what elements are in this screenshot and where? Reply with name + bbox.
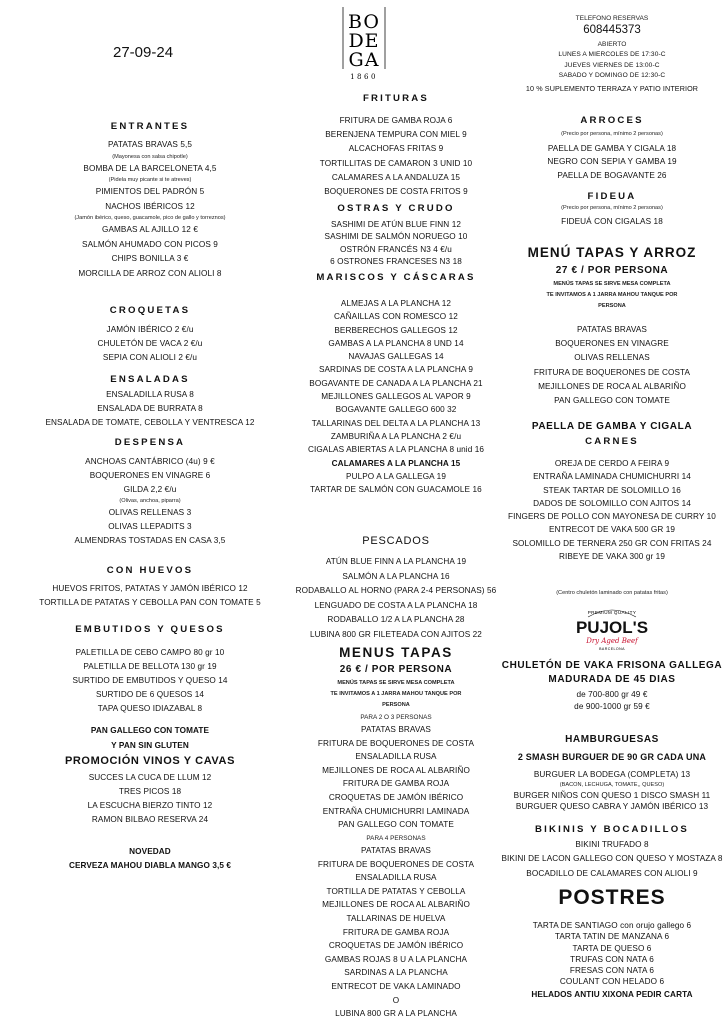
menu-item-note: (Mayonesa con salsa chipotle) — [112, 153, 188, 160]
promocion-list — [0, 771, 300, 827]
menu-item-note: (BACON, LECHUGA, TOMATE,, QUESO) — [559, 781, 665, 788]
menu-arroz-paella: PAELLA DE GAMBA Y CIGALA — [531, 421, 693, 432]
croquetas-list — [0, 323, 300, 365]
pujols-top-text: PREMIUM QUALITY — [587, 610, 637, 615]
menu-item: SUCCES LA CUCA DE LLUM 12 — [88, 773, 212, 782]
menu-item: ZAMBURIÑA A LA PLANCHA 2 €/u — [330, 431, 462, 441]
menu-item: STEAK TARTAR DE SOLOMILLO 16 — [543, 485, 681, 495]
menus-tapas-list-2-3 — [266, 723, 526, 832]
bikinis-list — [500, 838, 724, 881]
menu-item: FRITURA DE BOQUERONES DE COSTA — [533, 367, 691, 377]
menu-item: RODABALLO AL HORNO (PARA 2-4 PERSONAS) 56 — [295, 586, 497, 595]
menu-item: FIDEUÁ CON CIGALAS 18 — [561, 217, 663, 226]
menu-item: FRITURA DE GAMBA ROJA — [342, 927, 450, 937]
menu-item: MEJILLONES DE ROCA AL ALBARIÑO — [538, 381, 686, 391]
menu-item: GAMBAS ROJAS 8 U A LA PLANCHA — [324, 954, 468, 964]
menu-item: OLIVAS LLEPADITS 3 — [108, 522, 192, 531]
section-title-mariscos: MARISCOS Y CÁSCARAS — [316, 272, 476, 283]
section-title-croquetas: CROQUETAS — [109, 305, 191, 316]
fideua-list — [500, 215, 724, 228]
menu-item: TARTA DE SANTIAGO con orujo gallego 6 — [532, 921, 692, 930]
menu-item: FRITURA DE BOQUERONES DE COSTA — [317, 859, 475, 869]
menu-item: SURTIDO DE 6 QUESOS 14 — [95, 690, 205, 699]
menu-item: MEJILLONES DE ROCA AL ALBARIÑO — [322, 900, 470, 910]
logo-text-de: DE — [348, 30, 380, 52]
menu-item: SOLOMILLO DE TERNERA 250 GR CON FRITAS 24 — [512, 538, 712, 548]
menu-item: PAELLA DE BOGAVANTE 26 — [557, 170, 667, 180]
menu-item: NEGRO CON SEPIA Y GAMBA 19 — [547, 157, 677, 167]
opening-hours — [500, 50, 724, 82]
menu-item: ENTRAÑA CHUMICHURRI LAMINADA — [322, 806, 470, 816]
menu-arroz-note2: TE INVITAMOS A 1 JARRA MAHOU TANQUE POR — [546, 292, 678, 298]
menu-item: PATATAS BRAVAS — [361, 846, 431, 855]
menu-item: ENSALADA DE TOMATE, CEBOLLA Y VENTRESCA 12 — [45, 418, 255, 427]
arroces-note: (Precio por persona, mínimo 2 personas) — [561, 131, 663, 137]
chuleton-list — [500, 689, 724, 712]
arroces-list — [500, 142, 724, 182]
menu-item: TORTILLA DE PATATAS Y CEBOLLA PAN CON TOMATE 5 — [39, 598, 261, 607]
menu-item: ENSALADILLA RUSA — [355, 752, 437, 762]
menus-tapas-note2: TE INVITAMOS A 1 JARRA MAHOU TANQUE POR — [330, 691, 462, 697]
postres-helados: HELADOS ANTIU XIXONA PEDIR CARTA — [531, 990, 693, 999]
carnes-list — [500, 457, 724, 563]
logo-year: 1860 — [350, 73, 378, 81]
menu-item: OREJA DE CERDO A FEIRA 9 — [554, 459, 670, 468]
carnes-centro-note: (Centro chuletón laminado con patatas fritas) — [556, 590, 668, 596]
menu-item-note: (Olivas, anchoa, piparra) — [119, 498, 181, 504]
fideua-note: (Precio por persona, mínimo 2 personas) — [561, 205, 663, 211]
menu-item: PATATAS BRAVAS 5,5 — [108, 140, 192, 149]
menu-item: CHULETÓN DE VACA 2 €/u — [97, 339, 203, 348]
menu-item: NAVAJAS GALLEGAS 14 — [348, 352, 444, 362]
menu-item: MEJILLONES GALLEGOS AL VAPOR 9 — [321, 392, 471, 402]
menu-item: LUBINA 800 GR FILETEADA CON AJITOS 22 — [310, 629, 482, 639]
menu-item: TARTA TATIN DE MANZANA 6 — [554, 932, 670, 942]
ostras-list — [266, 219, 526, 269]
menus-tapas-price: 26 € / POR PERSONA — [339, 664, 453, 675]
menu-item: BOQUERONES DE COSTA FRITOS 9 — [324, 187, 468, 197]
menu-item: JUEVES VIERNES DE 13:00-C — [564, 61, 660, 69]
menu-item: SEPIA CON ALIOLI 2 €/u — [102, 353, 198, 362]
menu-item: BOMBA DE LA BARCELONETA 4,5 — [83, 163, 217, 173]
menu-item: FRITURA DE GAMBA ROJA — [342, 779, 450, 789]
pujols-logo — [568, 603, 656, 658]
menu-item: ENSALADILLA RUSA 8 — [106, 390, 194, 399]
menu-item: ENTRECOT DE VAKA 500 GR 19 — [548, 525, 676, 535]
menu-item: JAMÓN IBÉRICO 2 €/u — [106, 325, 194, 334]
menus-tapas-note3: PERSONA — [382, 702, 410, 708]
menus-tapas-sub2: PARA 4 PERSONAS — [366, 835, 426, 842]
menu-item: RODABALLO 1/2 A LA PLANCHA 28 — [327, 615, 465, 624]
menu-item: PATATAS BRAVAS — [577, 325, 647, 334]
menu-item-note: (Jamón ibérico, queso, guacamole, pico de gallo y torreznos) — [74, 215, 226, 221]
menu-item: GAMBAS A LA PLANCHA 8 UND 14 — [328, 338, 464, 348]
menu-item: RIBEYE DE VAKA 300 gr 19 — [558, 552, 665, 562]
section-title-embutidos: EMBUTIDOS Y QUESOS — [75, 624, 225, 635]
menu-item: BURGUER QUESO CABRA Y JAMÓN IBÉRICO 13 — [515, 802, 709, 811]
menu-item: FRITURA DE BOQUERONES DE COSTA — [317, 738, 475, 748]
menu-item: BIKINI TRUFADO 8 — [575, 840, 649, 849]
menu-item: ATÚN BLUE FINN A LA PLANCHA 19 — [325, 557, 467, 566]
menu-item: LUNES A MIERCOLES DE 17:30-C — [558, 51, 666, 58]
menu-item: SALMÓN AHUMADO CON PICOS 9 — [82, 239, 218, 249]
menu-item: SASHIMI DE ATÚN BLUE FINN 12 — [330, 220, 462, 229]
menu-item: SALMÓN A LA PLANCHA 16 — [342, 571, 450, 581]
menus-tapas-note1: MENÚS TAPAS SE SIRVE MESA COMPLETA — [337, 680, 455, 686]
section-title-menu-tapas-arroz: MENÚ TAPAS Y ARROZ — [527, 245, 697, 260]
menu-item: 6 OSTRONES FRANCESES N3 18 — [330, 257, 462, 267]
menu-item: PAN GALLEGO CON TOMATE — [554, 396, 670, 406]
pujols-city: BARCELONA — [599, 647, 625, 651]
section-title-bikinis: BIKINIS Y BOCADILLOS — [535, 824, 689, 835]
menu-item: ENSALADA DE BURRATA 8 — [97, 404, 203, 413]
menu-item: BERBERECHOS GALLEGOS 12 — [334, 325, 458, 335]
menu-date: 27-09-24 — [113, 44, 174, 61]
menu-item: CALAMARES A LA PLANCHA 15 — [331, 458, 461, 468]
section-title-fideua: FIDEUA — [587, 191, 637, 202]
logo-text-ga: GA — [348, 49, 380, 71]
menu-item: PIMIENTOS DEL PADRÓN 5 — [95, 187, 205, 196]
menu-item: FINGERS DE POLLO CON MAYONESA DE CURRY 10 — [508, 512, 716, 522]
menu-item: SASHIMI DE SALMÓN NORUEGO 10 — [324, 232, 468, 242]
menu-item: O — [392, 995, 400, 1005]
menu-item: MORCILLA DE ARROZ CON ALIOLI 8 — [78, 268, 222, 278]
section-title-frituras: FRITURAS — [362, 93, 430, 104]
menu-item: PAELLA DE GAMBA Y CIGALA 18 — [547, 144, 677, 153]
pescados-list — [266, 555, 526, 642]
menu-item: ALMEJAS A LA PLANCHA 12 — [340, 299, 452, 308]
menu-item: LENGUADO DE COSTA A LA PLANCHA 18 — [314, 600, 478, 610]
menu-item: TAPA QUESO IDIAZABAL 8 — [97, 704, 203, 713]
menu-item: ANCHOAS CANTÁBRICO (4u) 9 € — [85, 457, 215, 466]
suplemento-terraza: 10 % SUPLEMENTO TERRAZA Y PATIO INTERIOR — [525, 84, 699, 93]
section-title-postres: POSTRES — [558, 886, 666, 909]
menu-item: TALLARINAS DE HUELVA — [346, 913, 446, 923]
menu-item: SARDINAS DE COSTA A LA PLANCHA 9 — [318, 365, 474, 375]
menu-item: TRES PICOS 18 — [118, 787, 182, 796]
menu-item: BURGER NIÑOS CON QUESO 1 DISCO SMASH 11 — [513, 790, 711, 800]
novedad-label: NOVEDAD — [129, 847, 171, 856]
menu-item: BERENJENA TEMPURA CON MIEL 9 — [325, 130, 467, 140]
menu-item: SARDINAS A LA PLANCHA — [344, 968, 448, 978]
reservas-phone: 608445373 — [583, 24, 641, 36]
menu-item: BIKINI DE LACON GALLEGO CON QUESO Y MOSTAZA 8 — [501, 854, 723, 864]
section-title-arroces: ARROCES — [580, 115, 644, 126]
menu-item: TORTILLITAS DE CAMARON 3 UNID 10 — [319, 158, 473, 168]
menus-tapas-sub1: PARA 2 O 3 PERSONAS — [360, 714, 432, 721]
menu-item: PALETILLA DE CEBO CAMPO 80 gr 10 — [75, 648, 225, 657]
menu-item: ALCACHOFAS FRITAS 9 — [348, 144, 444, 154]
menu-arroz-list — [500, 323, 724, 408]
menu-item: BURGUER LA BODEGA (COMPLETA) 13 — [533, 770, 691, 779]
pan-sin-gluten-note: Y PAN SIN GLUTEN — [111, 741, 189, 750]
menu-item: SABADO Y DOMINGO DE 12:30-C — [558, 72, 666, 79]
menu-item: BOGAVANTE DE CANADA A LA PLANCHA 21 — [309, 378, 483, 388]
menu-item: GILDA 2,2 €/u — [123, 485, 177, 494]
menu-item: GAMBAS AL AJILLO 12 € — [101, 225, 198, 234]
entrantes-list — [0, 138, 300, 281]
menu-item: DADOS DE SOLOMILLO CON AJITOS 14 — [533, 498, 691, 508]
pan-gallego-note: PAN GALLEGO CON TOMATE — [90, 726, 210, 735]
menu-item: OLIVAS RELLENAS — [574, 353, 650, 363]
section-title-promocion: PROMOCIÓN VINOS Y CAVAS — [64, 755, 236, 767]
menu-item: BOQUERONES EN VINAGRE — [555, 339, 669, 349]
menu-item: LUBINA 800 GR A LA PLANCHA — [335, 1009, 457, 1019]
menu-item: TARTAR DE SALMÓN CON GUACAMOLE 16 — [310, 485, 482, 495]
menu-item: TRUFAS CON NATA 6 — [570, 954, 654, 964]
menu-item: de 700-800 gr 49 € — [576, 690, 648, 699]
abierto-label: ABIERTO — [597, 41, 627, 48]
menu-item: ENSALADILLA RUSA — [355, 873, 437, 883]
hamburguesas-list — [500, 769, 724, 813]
menu-item: MEJILLONES DE ROCA AL ALBARIÑO — [322, 765, 470, 775]
menu-item: CIGALAS ABIERTAS A LA PLANCHA 8 unid 16 — [307, 445, 485, 455]
section-title-con-huevos: CON HUEVOS — [106, 565, 194, 576]
menu-item: CALAMARES A LA ANDALUZA 15 — [331, 172, 461, 182]
menu-item: RAMON BILBAO RESERVA 24 — [91, 815, 209, 824]
ensaladas-list — [0, 388, 300, 430]
menu-item: SURTIDO DE EMBUTIDOS Y QUESO 14 — [72, 676, 228, 685]
menu-item: ENTRAÑA LAMINADA CHUMICHURRI 14 — [533, 472, 691, 482]
section-title-pescados: PESCADOS — [362, 535, 430, 547]
menu-item: ALMENDRAS TOSTADAS EN CASA 3,5 — [74, 536, 226, 545]
postres-list — [500, 920, 724, 988]
menu-arroz-note1: MENÚS TAPAS SE SIRVE MESA COMPLETA — [553, 281, 671, 287]
hamburguesas-sub: 2 SMASH BURGUER DE 90 GR CADA UNA — [517, 752, 707, 762]
bodega-logo — [341, 7, 387, 82]
menu-item: PATATAS BRAVAS — [361, 725, 431, 734]
menu-item: NACHOS IBÉRICOS 12 — [105, 201, 195, 211]
section-title-ensaladas: ENSALADAS — [110, 374, 190, 385]
despensa-list — [0, 455, 300, 548]
menu-item: BOGAVANTE GALLEGO 600 32 — [335, 405, 457, 415]
pujols-name: PUJOL'S — [575, 618, 649, 637]
menu-item: TARTA DE QUESO 6 — [572, 943, 652, 953]
menu-item: CROQUETAS DE JAMÓN IBÉRICO — [328, 792, 464, 802]
chuleton-title-1: CHULETÓN DE VAKA FRISONA GALLEGA — [501, 660, 723, 671]
pujols-sub: Dry Aged Beef — [586, 637, 638, 645]
menu-item: CHIPS BONILLA 3 € — [111, 254, 189, 263]
section-title-menus-tapas: MENUS TAPAS — [339, 645, 453, 660]
frituras-list — [266, 114, 526, 199]
con-huevos-list — [0, 582, 300, 610]
section-title-hamburguesas: HAMBURGUESAS — [565, 734, 659, 745]
cerveza-novedad: CERVEZA MAHOU DIABLA MANGO 3,5 € — [68, 861, 232, 870]
menu-item: COULANT CON HELADO 6 — [559, 977, 665, 987]
menu-item: TORTILLA DE PATATAS Y CEBOLLA — [326, 886, 466, 896]
menu-item-note: (Pidela muy picante si te atreves) — [108, 177, 192, 183]
mariscos-list — [266, 297, 526, 496]
reservas-label: TELEFONO RESERVAS — [575, 15, 649, 22]
menu-item: OSTRÓN FRANCÉS N3 4 €/u — [340, 244, 452, 254]
menus-tapas-list-4 — [266, 844, 526, 1021]
menu-item: HUEVOS FRITOS, PATATAS Y JAMÓN IBÉRICO 12 — [52, 584, 248, 593]
menu-item: LA ESCUCHA BIERZO TINTO 12 — [87, 801, 213, 810]
menu-item: CROQUETAS DE JAMÓN IBÉRICO — [328, 941, 464, 951]
menu-item: CAÑAILLAS CON ROMESCO 12 — [334, 312, 458, 322]
section-title-ostras: OSTRAS Y CRUDO — [337, 203, 455, 214]
embutidos-list — [0, 646, 300, 716]
menu-item: BOQUERONES EN VINAGRE 6 — [89, 471, 211, 480]
menu-item: PAN GALLEGO CON TOMATE — [338, 820, 454, 830]
section-title-carnes: CARNES — [585, 436, 639, 447]
menu-item: FRESAS CON NATA 6 — [569, 966, 655, 976]
menu-item: ENTRECOT DE VAKA LAMINADO — [331, 981, 461, 991]
section-title-entrantes: ENTRANTES — [110, 121, 190, 132]
menu-item: PALETILLA DE BELLOTA 130 gr 19 — [83, 662, 217, 671]
chuleton-title-2: MADURADA DE 45 DIAS — [548, 674, 676, 685]
logo-text-bo: BO — [348, 11, 380, 33]
section-title-despensa: DESPENSA — [114, 437, 186, 448]
menu-item: BOCADILLO DE CALAMARES CON ALIOLI 9 — [526, 868, 698, 878]
menu-arroz-note3: PERSONA — [598, 303, 626, 309]
menu-item: de 900-1000 gr 59 € — [574, 701, 650, 711]
menu-item: TALLARINAS DEL DELTA A LA PLANCHA 13 — [311, 418, 481, 428]
menu-arroz-price: 27 € / POR PERSONA — [555, 265, 669, 276]
menu-item: OLIVAS RELLENAS 3 — [108, 508, 192, 517]
menu-item: FRITURA DE GAMBA ROJA 6 — [339, 116, 453, 125]
menu-item: PULPO A LA GALLEGA 19 — [346, 471, 446, 481]
